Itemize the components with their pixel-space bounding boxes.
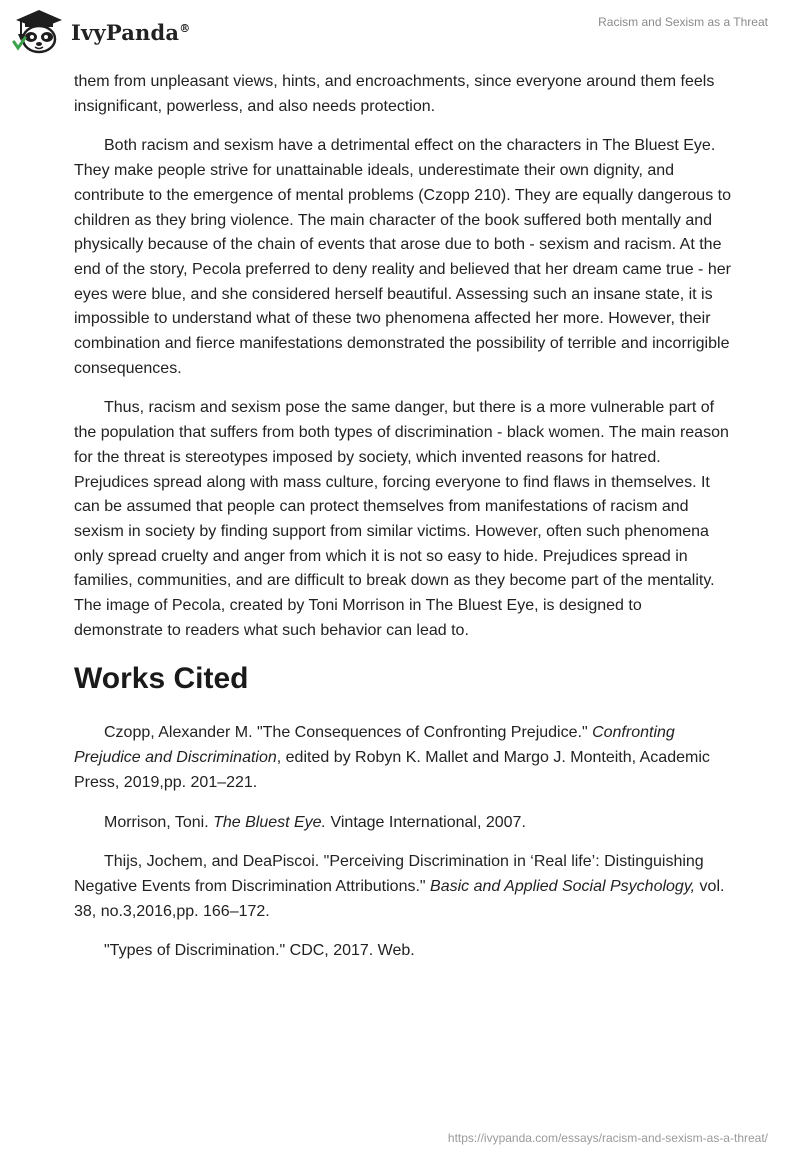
panda-graduate-icon — [12, 8, 66, 54]
paragraph-effects: Both racism and sexism have a detrimental effect on the characters in The Bluest Eye. They make people strive for unattainable ideals, underestimate their own dignity, and contribute to the emergence of mental problems (Czopp 210). They are equally dangerous to children as they bring violence. The main character of the book suffered both mentally and physically because of the chain of events that arose due to both - sexism and racism. At the end of the story, Pecola preferred to deny reality and believed that her dream came true - her eyes were blue, and she considered herself beautiful. Assessing such an insane state, it is impossible to understand what of these two phenomena affected her more. However, their combination and fierce manifestations demonstrated the possibility of terrible and incorrigible consequences. — [74, 137, 731, 377]
page-header — [0, 0, 800, 64]
citation-entry: "Types of Discrimination." CDC, 2017. Web. — [104, 942, 415, 960]
works-cited-heading: Works Cited — [74, 662, 249, 696]
citation-entry: Thijs, Jochem, and DeaPiscoi. "Perceiving Discrimination in ‘Real life’: Distinguishing Negative Events from Discrimination Attributions." Basic and Applied Social Psychology, vol. 38, no.3,2016,pp. 166–172. — [74, 853, 725, 920]
running-title: Racism and Sexism as a Threat — [598, 15, 768, 29]
paragraph-continued: them from unpleasant views, hints, and encroachments, since everyone around them feels insignificant, powerless, and also needs protection. — [74, 73, 715, 115]
essay-content — [74, 70, 734, 979]
ivypanda-logo[interactable] — [12, 8, 190, 54]
brand-name: IvyPanda® — [71, 19, 191, 45]
citation-entry: Czopp, Alexander M. "The Consequences of Confronting Prejudice." Confronting Prejudice and Discrimination, edited by Robyn K. Mallet and Margo J. Monteith, Academic Press, 2019,pp. 201–221. — [74, 724, 710, 791]
citation-entry: Morrison, Toni. The Bluest Eye. Vintage International, 2007. — [104, 813, 526, 831]
paragraph-conclusion: Thus, racism and sexism pose the same danger, but there is a more vulnerable part of the population that suffers from both types of discrimination - black women. The main reason for the threat is stereotypes imposed by society, which invented reasons for hatred. Prejudices spread along with mass culture, forcing everyone to find flaws in themselves. It can be assumed that people can protect themselves from manifestations of racism and sexism in society by finding support from similar victims. However, often such phenomena only spread cruelty and anger from which it is not so easy to hide. Prejudices spread in families, communities, and are difficult to break down as they become part of the mentality. The image of Pecola, created by Toni Morrison in The Bluest Eye, is designed to demonstrate to readers what such behavior can lead to. — [74, 399, 729, 639]
source-url[interactable]: https://ivypanda.com/essays/racism-and-sexism-as-a-threat/ — [447, 1131, 768, 1145]
